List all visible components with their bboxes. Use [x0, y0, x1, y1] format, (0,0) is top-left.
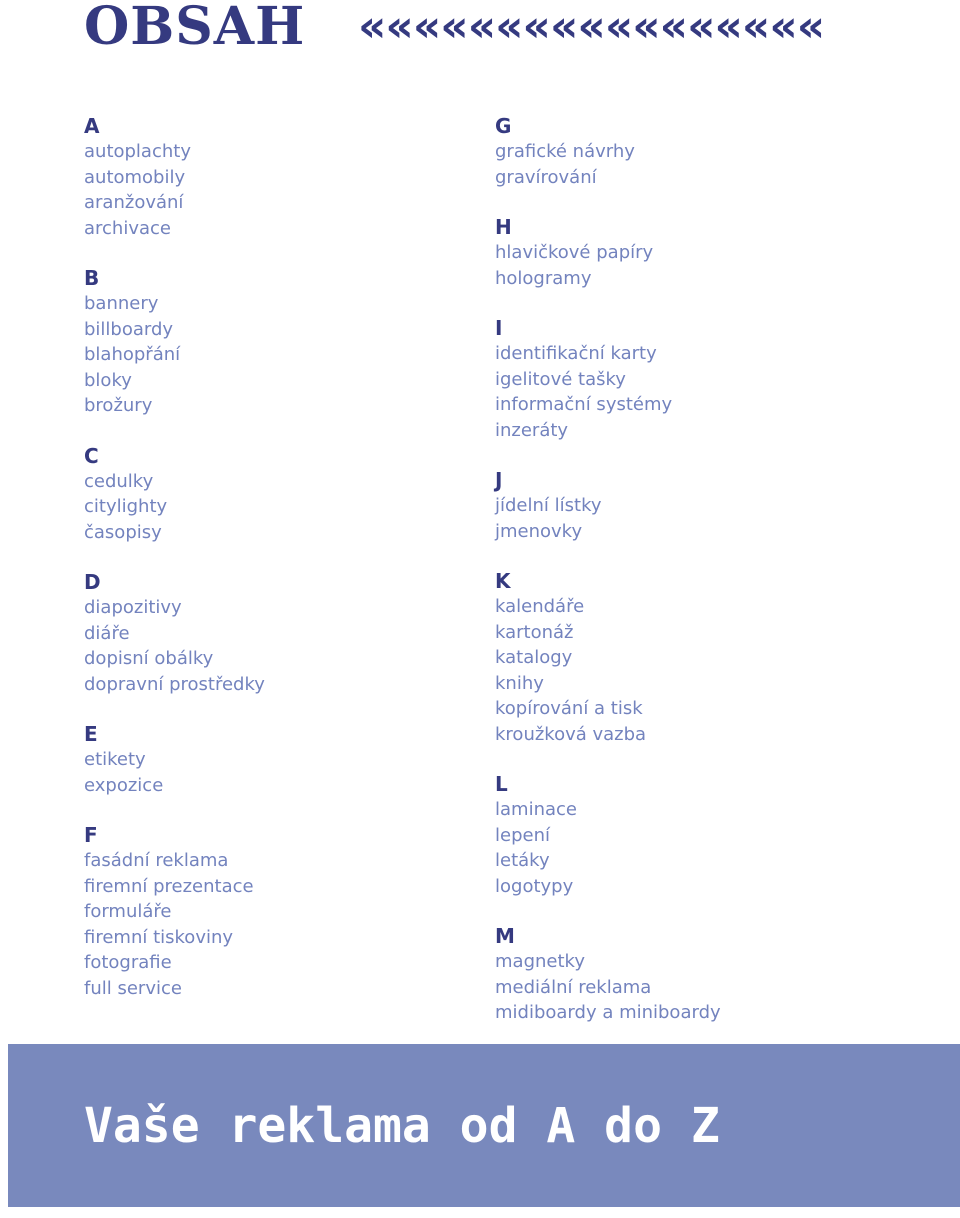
section-letter: I [495, 316, 503, 340]
index-item: dopravní prostředky [84, 673, 265, 695]
index-item: firemní tiskoviny [84, 926, 234, 948]
index-item: hologramy [495, 267, 592, 289]
index-item: expozice [84, 774, 164, 796]
footer-banner [8, 1044, 960, 1207]
index-item: billboardy [84, 318, 174, 340]
index-item: jídelní lístky [495, 495, 602, 516]
index-item: dopisní obálky [84, 648, 214, 669]
index-section-i [495, 315, 721, 443]
index-item: etikety [84, 749, 146, 770]
index-item: kartonáž [495, 621, 574, 643]
index-section-d [84, 569, 265, 697]
index-section-a [84, 113, 265, 241]
index-item: blahopřání [84, 344, 181, 365]
index-item: formuláře [84, 901, 172, 922]
index-section-l [495, 771, 721, 899]
index-item: fotografie [84, 952, 172, 973]
index-column-right [495, 113, 721, 1050]
index-item: archivace [84, 217, 171, 239]
section-letter: L [495, 772, 508, 796]
index-item: autoplachty [84, 141, 191, 162]
index-item: firemní prezentace [84, 875, 254, 897]
index-column-left [84, 113, 265, 1025]
index-item: mediální reklama [495, 976, 652, 998]
section-letter: G [495, 114, 512, 138]
index-item: aranžování [84, 192, 184, 213]
index-item: knihy [495, 672, 544, 694]
index-item: grafické návrhy [495, 141, 635, 162]
section-letter: J [495, 468, 503, 492]
index-item: hlavičkové papíry [495, 242, 654, 263]
index-item: cedulky [84, 470, 154, 492]
index-item: katalogy [495, 647, 573, 668]
section-letter: B [84, 266, 100, 290]
index-item: brožury [84, 395, 153, 416]
section-letter: K [495, 569, 511, 593]
index-section-g [495, 113, 721, 190]
index-item: gravírování [495, 166, 597, 188]
index-item: časopisy [84, 521, 162, 543]
index-item: laminace [495, 799, 577, 820]
index-item: kroužková vazba [495, 723, 647, 745]
index-item: logotypy [495, 875, 574, 897]
index-section-c [84, 443, 265, 546]
section-letter: M [495, 924, 515, 948]
index-item: informační systémy [495, 394, 673, 415]
index-item: jmenovky [495, 520, 583, 542]
index-section-m [495, 923, 721, 1026]
index-item: midiboardy a miniboardy [495, 1002, 721, 1023]
index-section-e [84, 721, 265, 798]
index-item: identifikační karty [495, 343, 657, 364]
section-letter: D [84, 570, 101, 594]
section-letter: H [495, 215, 512, 239]
index-item: bloky [84, 369, 132, 391]
index-item: diapozitivy [84, 597, 182, 618]
index-item: kopírování a tisk [495, 698, 643, 719]
index-section-h [495, 214, 721, 291]
index-section-f [84, 822, 265, 1001]
banner-slogan: Vaše reklama od A do Z [84, 1098, 720, 1154]
index-item: kalendáře [495, 596, 585, 617]
index-item: automobily [84, 166, 186, 188]
index-item: igelitové tašky [495, 368, 626, 390]
section-letter: E [84, 722, 98, 746]
index-item: citylighty [84, 496, 168, 517]
index-section-j [495, 467, 721, 544]
index-item: bannery [84, 293, 159, 314]
index-item: full service [84, 977, 182, 999]
index-item: inzeráty [495, 419, 569, 441]
index-item: fasádní reklama [84, 850, 229, 871]
index-section-k [495, 568, 721, 747]
section-letter: F [84, 823, 98, 847]
index-item: letáky [495, 850, 550, 871]
page-title: OBSAH [84, 0, 306, 57]
index-section-b [84, 265, 265, 419]
index-item: magnetky [495, 951, 585, 972]
section-letter: C [84, 443, 99, 468]
section-letter: A [84, 114, 100, 138]
chevron-decoration-icon: ««««««««««««««««« [358, 4, 825, 50]
index-item: diáře [84, 622, 130, 644]
index-item: lepení [495, 824, 550, 846]
